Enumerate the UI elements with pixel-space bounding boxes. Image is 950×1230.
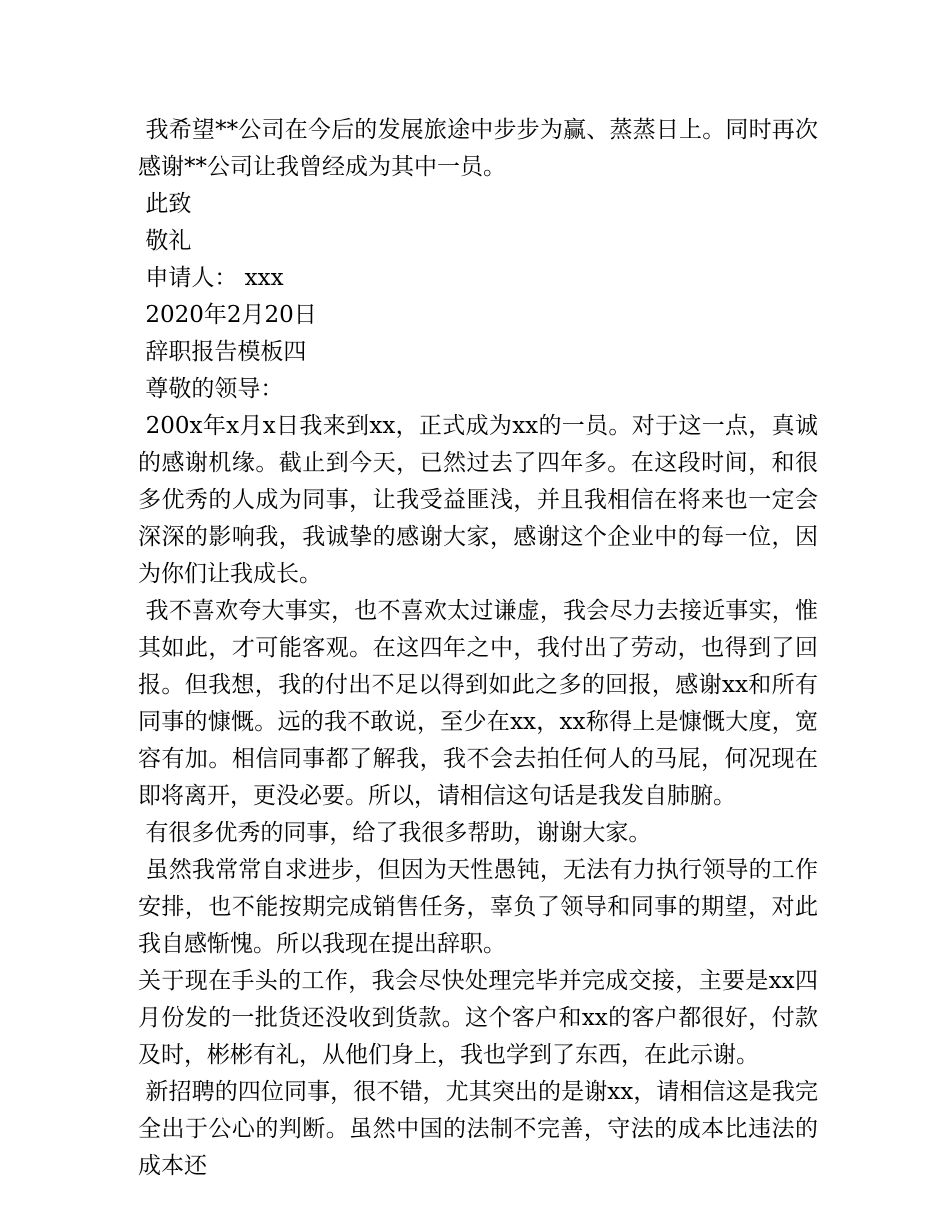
paragraph-salutation: 此致 xyxy=(138,191,192,217)
paragraph-date: 2020年2月20日 xyxy=(138,302,317,328)
paragraph-applicant: 申请人： xxx xyxy=(138,265,284,291)
paragraph-body-5: 关于现在手头的工作，我会尽快处理完毕并完成交接，主要是xx四月份发的一批货还没收到货款。这个客户和xx的客户都很好，付款及时，彬彬有礼，从他们身上，我也学到了东西，在此示谢。 xyxy=(138,968,818,1068)
paragraph-body-3: 有很多优秀的同事，给了我很多帮助，谢谢大家。 xyxy=(138,820,652,846)
paragraph-regards: 敬礼 xyxy=(138,228,192,254)
paragraph-greeting: 尊敬的领导： xyxy=(138,376,284,402)
paragraph-body-2: 我不喜欢夸大事实，也不喜欢太过谦虚，我会尽力去接近事实，惟其如此，才可能客观。在这四年之中，我付出了劳动，也得到了回报。但我想，我的付出不足以得到如此之多的回报，感谢xx和所有同事的慷慨。远的我不敢说，至少在xx，xx称得上是慷慨大度，宽容有加。相信同事都了解我，我不会去拍任何人的马屁，何况现在即将离开，更没必要。所以，请相信这句话是我发自肺腑。 xyxy=(138,598,819,809)
paragraph-body-1: 200x年x月x日我来到xx，正式成为xx的一员。对于这一点，真诚的感谢机缘。截止到今天，已然过去了四年多。在这段时间，和很多优秀的人成为同事，让我受益匪浅，并且我相信在将来也一定会深深的影响我，我诚挚的感谢大家，感谢这个企业中的每一位，因为你们让我成长。 xyxy=(138,413,819,587)
paragraph-body-4: 虽然我常常自求进步，但因为天性愚钝，无法有力执行领导的工作安排，也不能按期完成销售任务，辜负了领导和同事的期望，对此我自感惭愧。所以我现在提出辞职。 xyxy=(138,857,819,957)
paragraph-body-6: 新招聘的四位同事，很不错，尤其突出的是谢xx，请相信这是我完全出于公心的判断。虽然中国的法制不完善，守法的成本比违法的成本还 xyxy=(138,1079,818,1179)
section-title: 辞职报告模板四 xyxy=(138,339,307,365)
paragraph-closing-wish: 我希望**公司在今后的发展旅途中步步为赢、蒸蒸日上。同时再次感谢**公司让我曾经成为其中一员。 xyxy=(138,117,819,180)
document-body xyxy=(138,112,818,1185)
